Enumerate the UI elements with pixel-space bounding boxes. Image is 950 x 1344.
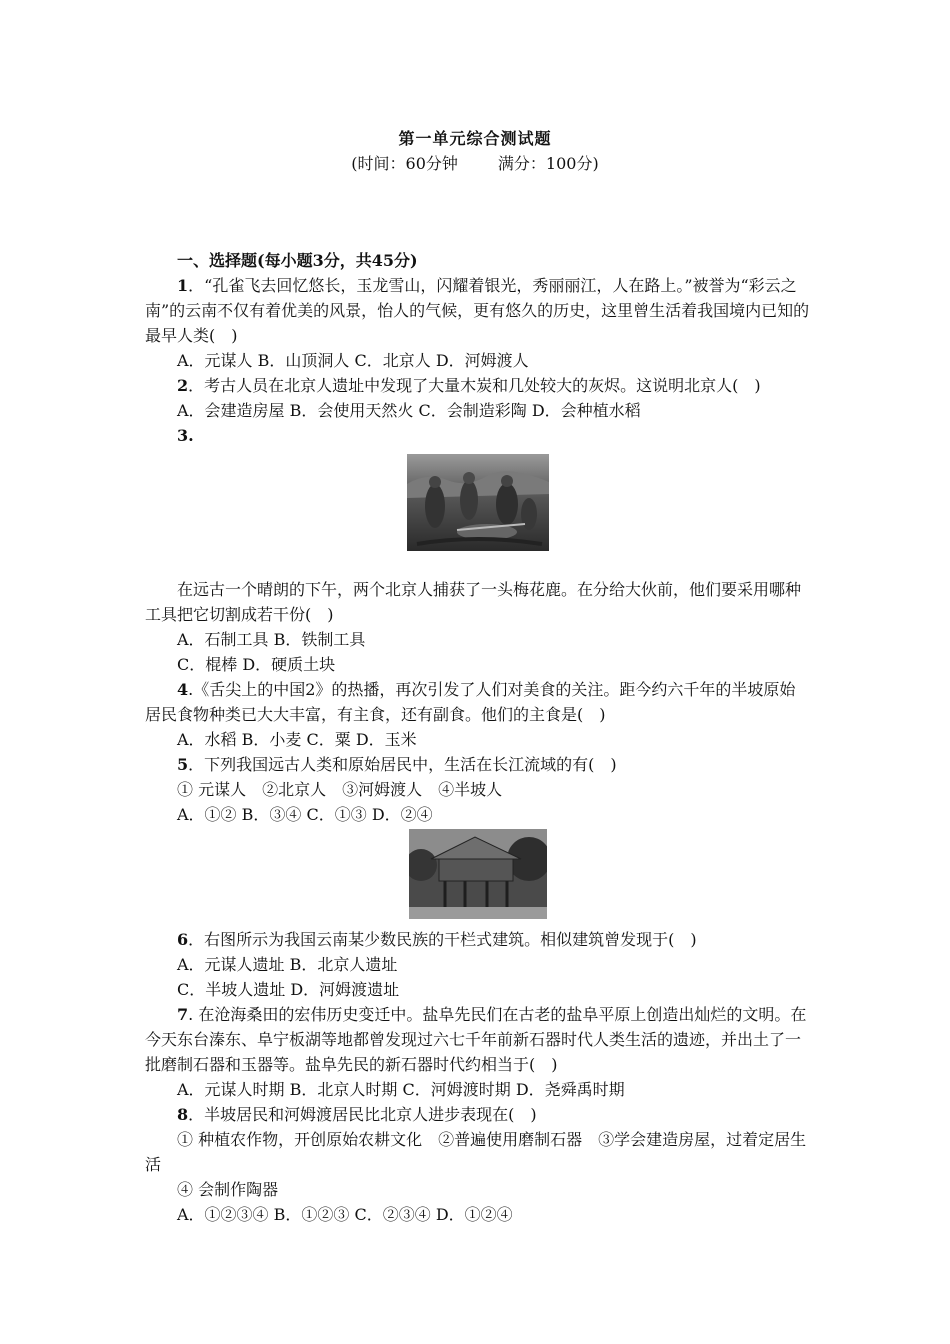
section-heading: 一、选择题(每小题3分，共45分) [177,251,418,270]
question-7 [145,1002,810,1077]
question-4 [145,677,810,727]
question-4-options: A．水稻 B．小麦 C．粟 D．玉米 [177,730,417,749]
question-2 [145,373,810,398]
question-stem: ．右图所示为我国云南某少数民族的干栏式建筑。相似建筑曾发现于( ) [188,930,697,949]
question-number: 8 [177,1105,189,1124]
time-label: (时间：60分钟 [351,154,458,173]
question-8-options: A．①②③④ B．①②③ C．②③④ D．①②④ [177,1205,513,1224]
question-6 [145,927,810,952]
peking-man-illustration-icon [407,454,549,551]
question-number: 7 [177,1005,189,1024]
stilt-house-icon [409,829,547,919]
question-3-options-2: C．棍棒 D．硬质土块 [177,655,336,674]
question-3-number: 3. [177,426,194,445]
stilt-house-image [409,829,547,919]
question-3-options-1: A．石制工具 B．铁制工具 [177,630,366,649]
score-label: 满分：100分) [497,154,599,173]
question-stem: .《舌尖上的中国2》的热播，再次引发了人们对美食的关注。距今约六千年的半坡原始居民食物种类已大大丰富，有主食，还有副食。他们的主食是( ) [145,680,796,724]
question-8-choices-1: ① 种植农作物，开创原始农耕文化 ②普遍使用磨制石器 ③学会建造房屋，过着定居生活 [145,1130,807,1174]
question-1 [145,273,810,348]
question-8 [145,1102,810,1127]
question-number: 6 [177,930,189,949]
question-6-options-2: C．半坡人遗址 D．河姆渡遗址 [177,980,400,999]
question-1-options: A．元谋人 B．山顶洞人 C．北京人 D．河姆渡人 [177,351,529,370]
peking-man-hunting-image [407,454,549,551]
page-title: 第一单元综合测试题 [398,129,552,148]
question-5-options: A．①② B．③④ C．①③ D．②④ [177,805,433,824]
question-number: 1 [177,276,189,295]
question-number: 2 [177,376,189,395]
question-stem: ．半坡居民和河姆渡居民比北京人进步表现在( ) [188,1105,537,1124]
question-stem: . 在沧海桑田的宏伟历史变迁中。盐阜先民们在古老的盐阜平原上创造出灿烂的文明。在今天东台溱东、阜宁板湖等地都曾发现过六七千年前新石器时代人类生活的遗迹，并出土了一批磨制石器和玉器等。盐阜先民的新石器时代约相当于( ) [145,1005,807,1074]
question-8-choices-2: ④ 会制作陶器 [177,1180,279,1199]
question-stem: ．考古人员在北京人遗址中发现了大量木炭和几处较大的灰烬。这说明北京人( ) [188,376,761,395]
question-number: 4 [177,680,189,699]
question-5 [145,752,810,777]
exam-content [145,248,810,1227]
exam-info [0,151,950,174]
question-7-options: A．元谋人时期 B．北京人时期 C．河姆渡时期 D．尧舜禹时期 [177,1080,625,1099]
question-stem: ．下列我国远古人类和原始居民中，生活在长江流域的有( ) [188,755,617,774]
question-6-options-1: A．元谋人遗址 B．北京人遗址 [177,955,398,974]
question-stem: ．“孔雀飞去回忆悠长，玉龙雪山，闪耀着银光，秀丽丽江，人在路上。”被誉为“彩云之南”的云南不仅有着优美的风景，怡人的气候，更有悠久的历史，这里曾生活着我国境内已知的最早人类( ) [145,276,810,345]
question-5-choices: ① 元谋人 ②北京人 ③河姆渡人 ④半坡人 [177,780,503,799]
question-number: 5 [177,755,189,774]
question-2-options: A．会建造房屋 B．会使用天然火 C．会制造彩陶 D．会种植水稻 [177,401,641,420]
question-3-stem: 在远古一个晴朗的下午，两个北京人捕获了一头梅花鹿。在分给大伙前，他们要采用哪种工具把它切割成若干份( ) [145,580,802,624]
